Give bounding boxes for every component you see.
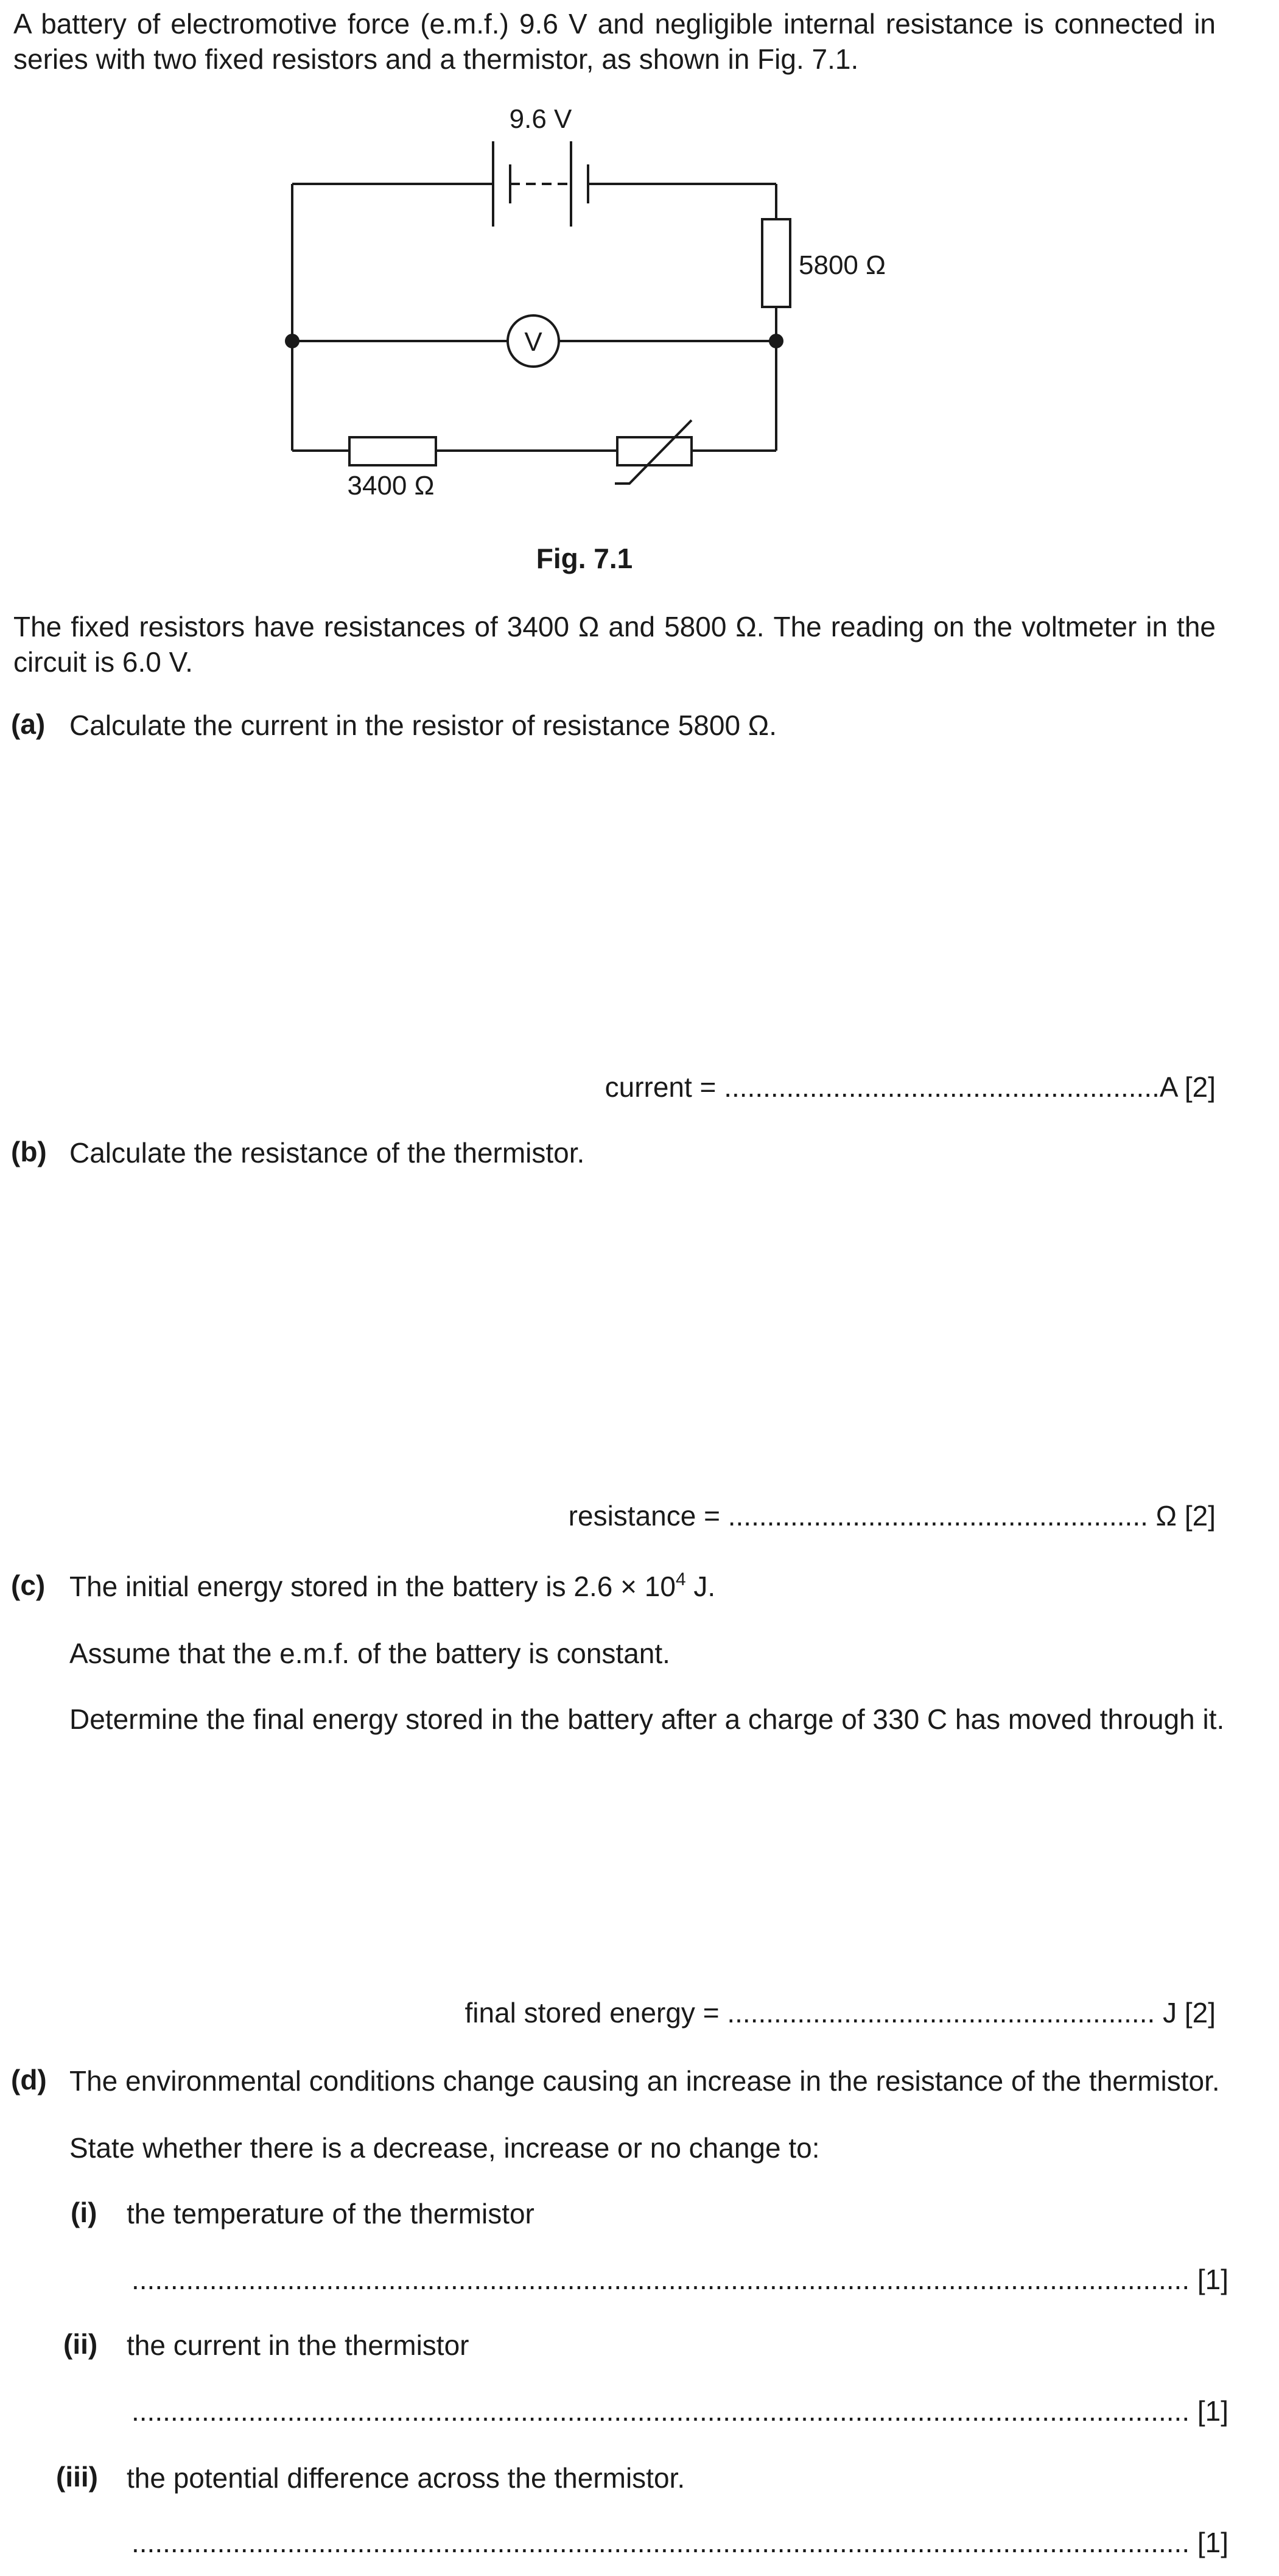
part-d-ii-text: the current in the thermistor: [127, 2329, 469, 2361]
junction-left: [285, 334, 300, 348]
thermistor-slash: [615, 420, 692, 484]
part-d-iii-answer-dots[interactable]: ........................................................................................................................................: [131, 2527, 1190, 2558]
part-c-line-2: Assume that the e.m.f. of the battery is constant.: [69, 1638, 670, 1669]
part-d-i-mark: [1]: [1197, 2264, 1229, 2295]
part-c-answer-line: [464, 1995, 1216, 2030]
part-b-answer-unit: Ω: [1155, 1500, 1177, 1532]
part-d-line-2: State whether there is a decrease, increase or no change to:: [69, 2132, 820, 2164]
part-a-answer-line: [605, 1069, 1216, 1105]
part-d-iii-text: the potential difference across the thermistor.: [127, 2462, 685, 2494]
part-d-iii-mark: [1]: [1197, 2527, 1229, 2558]
part-d-ii-number: (ii): [63, 2328, 98, 2360]
part-a-number: (a): [11, 708, 46, 740]
resistor-5800: [762, 219, 790, 307]
part-d-question: The environmental conditions change causing an increase in the resistance of the thermistor.: [69, 2065, 1220, 2097]
part-d-ii-answer-dots[interactable]: ........................................................................................................................................: [131, 2395, 1190, 2427]
part-b-answer-label: resistance =: [568, 1500, 720, 1532]
part-d-i-answer-line: [131, 2263, 1229, 2296]
part-d-ii-answer-line: [131, 2395, 1229, 2427]
part-b-mark: [2]: [1184, 1500, 1216, 1532]
part-d-iii-answer-line: [131, 2526, 1229, 2559]
intro-text-2: The fixed resistors have resistances of 3400 Ω and 5800 Ω. The reading on the voltmeter in the circuit is 6.0 V.: [13, 611, 1216, 678]
part-d-iii-number: (iii): [56, 2461, 98, 2493]
part-c-mark: [2]: [1184, 1997, 1216, 2029]
part-c-number: (c): [11, 1569, 46, 1601]
part-a-answer-label: current =: [604, 1071, 717, 1103]
part-a-question: Calculate the current in the resistor of resistance 5800 Ω.: [69, 709, 777, 741]
part-c-answer-dots[interactable]: .......................................................: [727, 1997, 1155, 2029]
part-d-ii-mark: [1]: [1197, 2395, 1229, 2427]
part-d-i-text: the temperature of the thermistor: [127, 2198, 534, 2229]
part-c-line-3: Determine the final energy stored in the battery after a charge of 330 C has moved through it.: [69, 1703, 1225, 1735]
part-c-answer-unit: J: [1163, 1997, 1177, 2029]
intro-text: A battery of electromotive force (e.m.f.) 9.6 V and negligible internal resistance is connected in series with two fixed resistors and a thermistor, as shown in Fig. 7.1.: [13, 8, 1216, 75]
part-a-answer-unit: A: [1159, 1071, 1177, 1103]
part-b-question: Calculate the resistance of the thermistor.: [69, 1137, 585, 1169]
part-d-number: (d): [11, 2064, 47, 2096]
battery-label: 9.6 V: [509, 104, 572, 134]
part-c-answer-label: final stored energy =: [464, 1997, 720, 2029]
part-b-answer-line: [569, 1498, 1216, 1533]
part-a-mark: [2]: [1184, 1071, 1216, 1103]
circuit-diagram: [0, 0, 1279, 536]
figure-caption: Fig. 7.1: [536, 543, 633, 574]
junction-right: [769, 334, 783, 348]
part-b-number: (b): [11, 1136, 47, 1167]
part-a-answer-dots[interactable]: ........................................................: [724, 1071, 1160, 1103]
resistor-3400-label: 3400 Ω: [347, 471, 435, 501]
part-c-question-post: J.: [685, 1571, 716, 1602]
part-d-i-answer-dots[interactable]: ........................................................................................................................................: [131, 2264, 1190, 2295]
part-c-question: [69, 1569, 715, 1604]
part-c-question-sup: 4: [675, 1569, 686, 1589]
voltmeter-symbol: V: [524, 327, 542, 357]
resistor-3400: [349, 437, 436, 465]
part-c-question-pre: The initial energy stored in the battery is 2.6 × 10: [69, 1571, 676, 1602]
part-b-answer-dots[interactable]: ......................................................: [727, 1500, 1148, 1532]
thermistor: [617, 437, 692, 465]
part-d-i-number: (i): [71, 2197, 97, 2228]
resistor-5800-label: 5800 Ω: [799, 250, 886, 280]
